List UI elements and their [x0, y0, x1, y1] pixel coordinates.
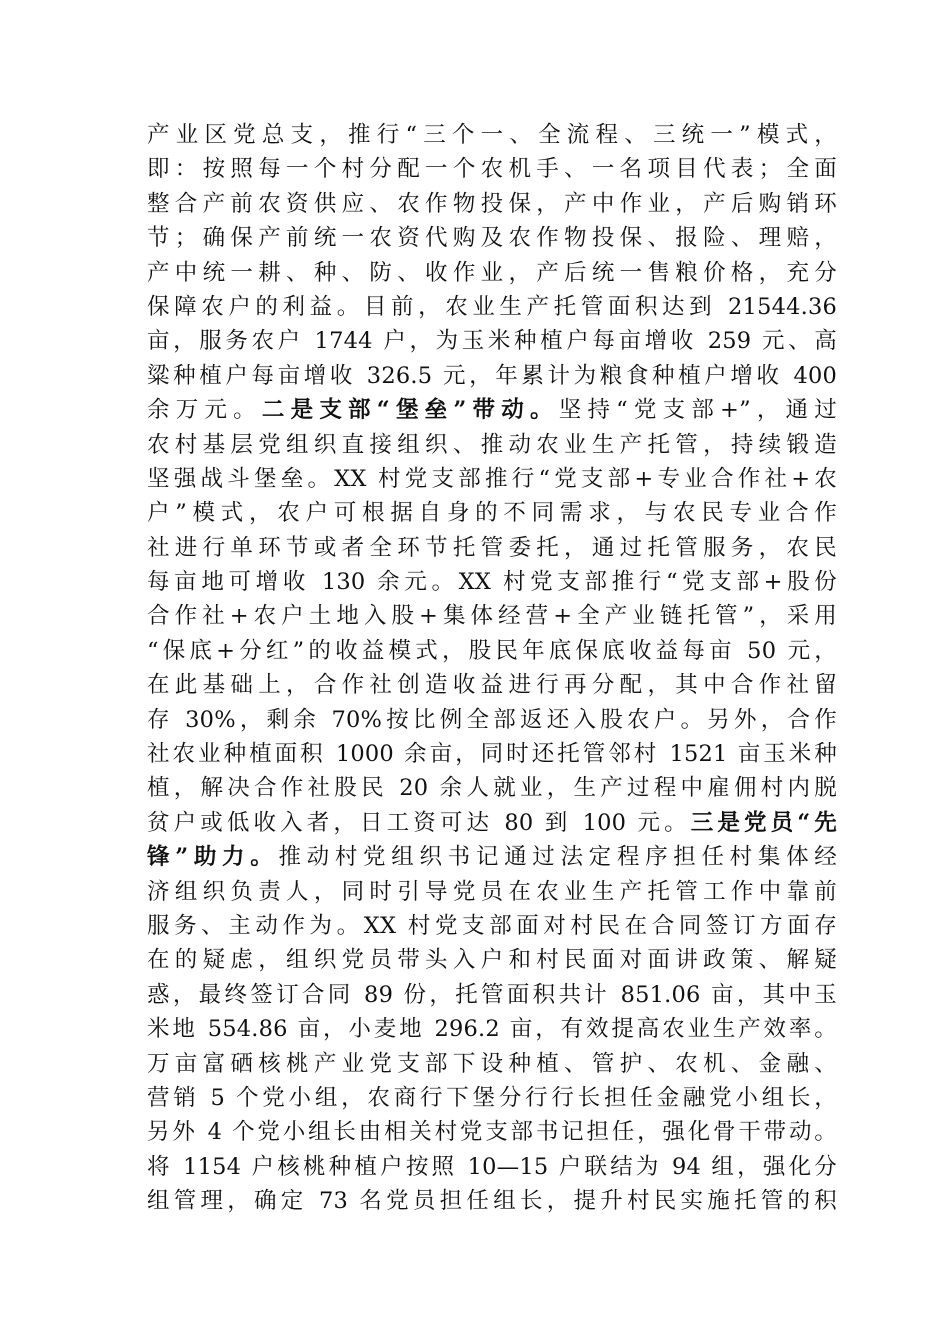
text-line — [147, 290, 837, 324]
body-text: 万亩富硒核桃产业党支部下设种植、管护、农机、金融、 — [147, 1050, 837, 1077]
body-text: 农村基层党组织直接组织、推动农业生产托管，持续锻造 — [147, 431, 837, 458]
text-line — [147, 1012, 837, 1046]
body-text: 另外 4 个党小组长由相关村党支部书记担任，强化骨干带动。 — [147, 1119, 837, 1146]
bold-heading-text: 三是党员“先 — [690, 809, 837, 836]
text-line — [147, 737, 837, 771]
text-line — [147, 978, 837, 1012]
body-text: 社农业种植面积 1000 余亩，同时还托管邻村 1521 亩玉米种 — [147, 741, 837, 768]
body-text: 组管理，确定 73 名党员担任组长，提升村民实施托管的积 — [147, 1188, 837, 1215]
text-line — [147, 531, 837, 565]
text-line — [147, 599, 837, 633]
text-line — [147, 909, 837, 943]
text-line — [147, 1081, 837, 1115]
text-line — [147, 668, 837, 702]
text-line — [147, 428, 837, 462]
text-line — [147, 875, 837, 909]
text-line — [147, 1047, 837, 1081]
body-text: 即：按照每一个村分配一个农机手、一名项目代表；全面 — [147, 156, 837, 183]
body-text: 每亩地可增收 130 余元。XX 村党支部推行“党支部+股份 — [147, 569, 837, 596]
text-line — [147, 703, 837, 737]
body-text: 合作社+农户土地入股+集体经营+全产业链托管”，采用 — [147, 603, 837, 630]
text-line — [147, 187, 837, 221]
body-text: 亩，服务农户 1744 户，为玉米种植户每亩增收 259 元、高 — [147, 328, 837, 355]
body-text: 服务、主动作为。XX 村党支部面对村民在合同签订方面存 — [147, 912, 837, 939]
text-line — [147, 359, 837, 393]
text-line — [147, 221, 837, 255]
body-text: 产业区党总支，推行“三个一、全流程、三统一”模式， — [147, 122, 837, 148]
body-text: 营销 5 个党小组，农商行下堡分行行长担任金融党小组长， — [147, 1084, 837, 1111]
text-line — [147, 462, 837, 496]
body-text: 保障农户的利益。目前，农业生产托管面积达到 21544.36 — [147, 293, 837, 320]
body-text: 植，解决合作社股民 20 余人就业，生产过程中雇佣村内脱 — [147, 775, 837, 802]
text-line — [147, 943, 837, 977]
text-line — [147, 256, 837, 290]
body-text: 坚持“党支部+”，通过 — [558, 397, 837, 424]
body-text: 惑，最终签订合同 89 份，托管面积共计 851.06 亩，其中玉 — [147, 981, 837, 1008]
text-line — [147, 393, 837, 427]
body-text: 余万元。 — [147, 397, 262, 424]
text-line — [147, 152, 837, 186]
body-text: “保底+分红”的收益模式，股民年底保底收益每亩 50 元， — [147, 637, 837, 664]
body-text: 推动村党组织书记通过法定程序担任村集体经 — [278, 844, 837, 871]
body-text: 贫户或低收入者，日工资可达 80 到 100 元。 — [147, 809, 691, 836]
body-text: 整合产前农资供应、农作物投保，产中作业，产后购销环 — [147, 190, 837, 217]
text-line — [147, 771, 837, 805]
body-text: 节；确保产前统一农资代购及农作物投保、报险、理赔， — [147, 225, 837, 252]
body-text: 社进行单环节或者全环节托管委托，通过托管服务，农民 — [147, 534, 837, 561]
body-text: 米地 554.86 亩，小麦地 296.2 亩，有效提高农业生产效率。 — [147, 1016, 837, 1043]
text-line — [147, 1184, 837, 1218]
body-paragraph — [147, 118, 837, 1219]
text-line — [147, 634, 837, 668]
body-text: 产中统一耕、种、防、收作业，产后统一售粮价格，充分 — [147, 259, 837, 286]
text-line — [147, 565, 837, 599]
body-text: 存 30%，剩余 70%按比例全部返还入股农户。另外，合作 — [147, 706, 837, 733]
body-text: 在此基础上，合作社创造收益进行再分配，其中合作社留 — [147, 672, 837, 699]
text-line — [147, 496, 837, 530]
text-line — [147, 1150, 837, 1184]
body-text: 坚强战斗堡垒。XX 村党支部推行“党支部+专业合作社+农 — [147, 465, 837, 492]
text-line — [147, 118, 837, 152]
bold-heading-text: 锋”助力。 — [147, 844, 279, 871]
text-line — [147, 1115, 837, 1149]
body-text: 将 1154 户核桃种植户按照 10—15 户联结为 94 组，强化分 — [147, 1153, 837, 1180]
body-text: 在的疑虑，组织党员带头入户和村民面对面讲政策、解疑 — [147, 947, 837, 974]
text-line — [147, 324, 837, 358]
body-text: 粱种植户每亩增收 326.5 元，年累计为粮食种植户增收 400 — [147, 362, 837, 389]
text-line — [147, 840, 837, 874]
text-line — [147, 806, 837, 840]
bold-heading-text: 二是支部“堡垒”带动。 — [261, 397, 559, 424]
body-text: 户”模式，农户可根据自身的不同需求，与农民专业合作 — [147, 500, 837, 527]
body-text: 济组织负责人，同时引导党员在农业生产托管工作中靠前 — [147, 878, 837, 905]
